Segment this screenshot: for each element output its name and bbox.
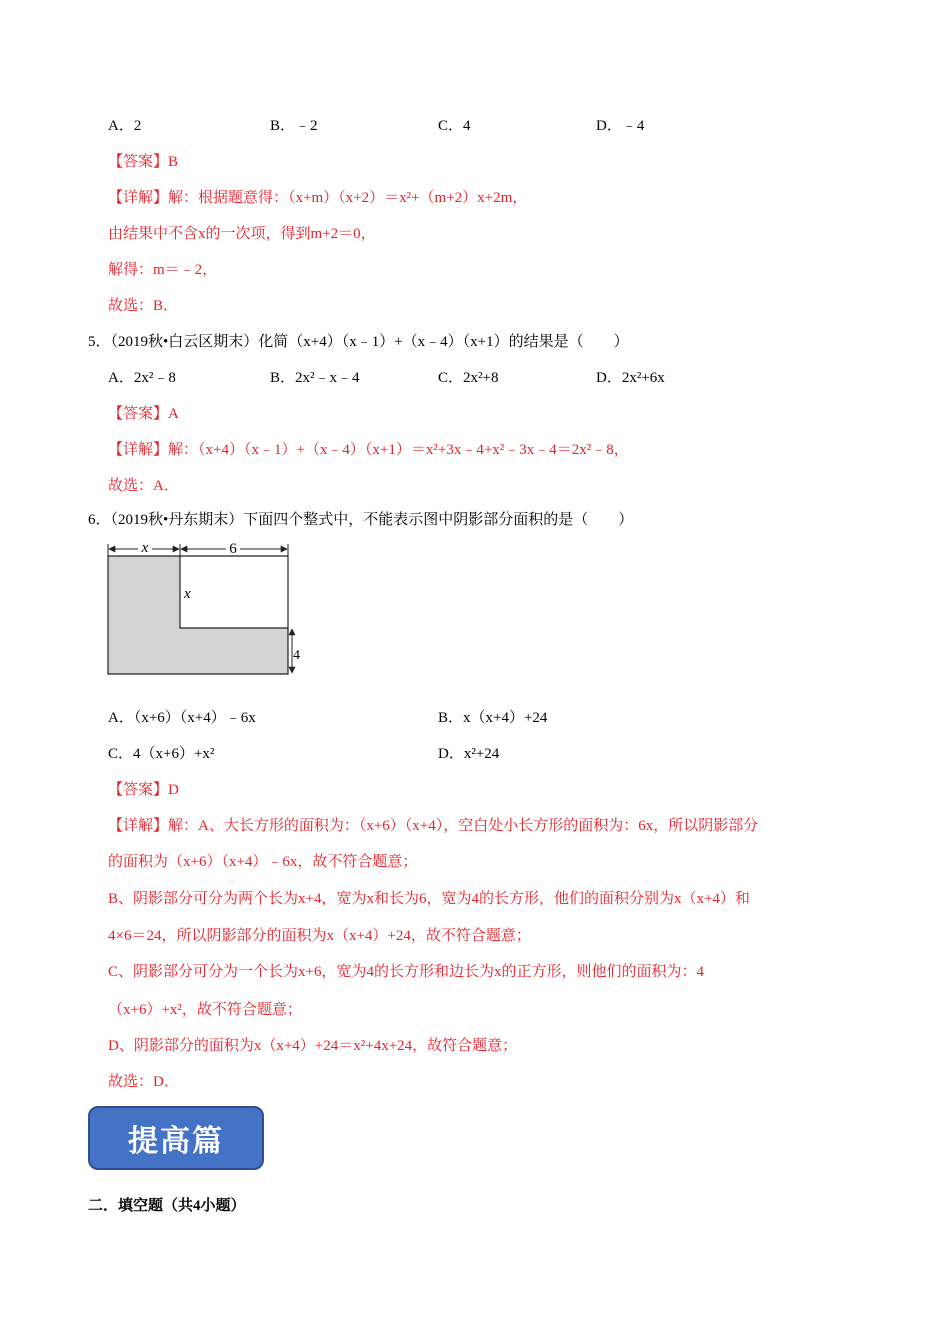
q6-detail-1: 【详解】解：A、大长方形的面积为：（x+6）（x+4），空白处小长方形的面积为：6x，所以阴影部分 (108, 818, 759, 834)
q6-option-a: A．（x+6）（x+4）﹣6x (108, 710, 256, 726)
q4-detail-3: 解得：m＝﹣2， (108, 262, 218, 278)
q4-option-b: B．﹣2 (270, 118, 318, 134)
outer-rectangle (180, 556, 288, 628)
section-title: 二．填空题（共4小题） (88, 1198, 246, 1214)
q6-option-c: C．4（x+6）+x² (108, 746, 215, 762)
label-x-top: x (141, 540, 149, 556)
q4-detail-1: 【详解】解：根据题意得：（x+m）（x+2）＝x²+（m+2）x+2m， (108, 190, 528, 206)
q5-option-b: B．2x²﹣x﹣4 (270, 370, 360, 386)
q6-answer: 【答案】D (108, 782, 179, 798)
q5-answer: 【答案】A (108, 406, 179, 422)
q5-option-d: D．2x²+6x (596, 370, 665, 386)
q6-detail-2: 的面积为（x+6）（x+4）﹣6x，故不符合题意； (108, 854, 418, 870)
q6-option-d: D．x²+24 (438, 746, 500, 762)
q4-detail-2: 由结果中不含x的一次项，得到m+2＝0， (108, 226, 376, 242)
q5-stem: 5．（2019秋•白云区期末）化简（x+4）（x﹣1）+（x﹣4）（x+1）的结果是（ ） (88, 334, 629, 350)
q4-option-c: C．4 (438, 118, 471, 134)
q6-stem: 6．（2019秋•丹东期末）下面四个整式中，不能表示图中阴影部分面积的是（ ） (88, 512, 634, 528)
q4-detail-4: 故选：B． (108, 298, 179, 314)
label-6: 6 (229, 541, 237, 557)
label-x-side: x (184, 586, 191, 602)
q6-detail-6: （x+6）+x²，故不符合题意； (108, 1002, 302, 1018)
q6-detail-3: B、阴影部分可分为两个长为x+4，宽为x和长为6，宽为4的长方形，他们的面积分别为x（x+4）和 (108, 891, 750, 907)
q6-detail-5: C、阴影部分可分为一个长为x+6，宽为4的长方形和边长为x的正方形，则他们的面积为：4 (108, 964, 704, 980)
q5-detail-1: 【详解】解：（x+4）（x﹣1）+（x﹣4）（x+1）＝x²+3x﹣4+x²﹣3x﹣4＝2x²﹣8， (108, 442, 629, 458)
label-4: 4 (293, 648, 300, 663)
q6-detail-8: 故选：D． (108, 1074, 179, 1090)
q6-figure (100, 536, 310, 681)
q4-option-a: A．2 (108, 118, 142, 134)
q6-detail-7: D、阴影部分的面积为x（x+4）+24＝x²+4x+24，故符合题意； (108, 1038, 518, 1054)
q5-option-c: C．2x²+8 (438, 370, 499, 386)
q4-option-d: D．﹣4 (596, 118, 645, 134)
q6-option-b: B．x（x+4）+24 (438, 710, 548, 726)
q5-option-a: A．2x²﹣8 (108, 370, 176, 386)
section-banner: 提高篇 (88, 1106, 264, 1170)
shaded-region (108, 556, 288, 674)
q4-answer: 【答案】B (108, 154, 179, 170)
q5-detail-2: 故选：A． (108, 478, 179, 494)
q6-detail-4: 4×6＝24，所以阴影部分的面积为x（x+4）+24，故不符合题意； (108, 928, 531, 944)
